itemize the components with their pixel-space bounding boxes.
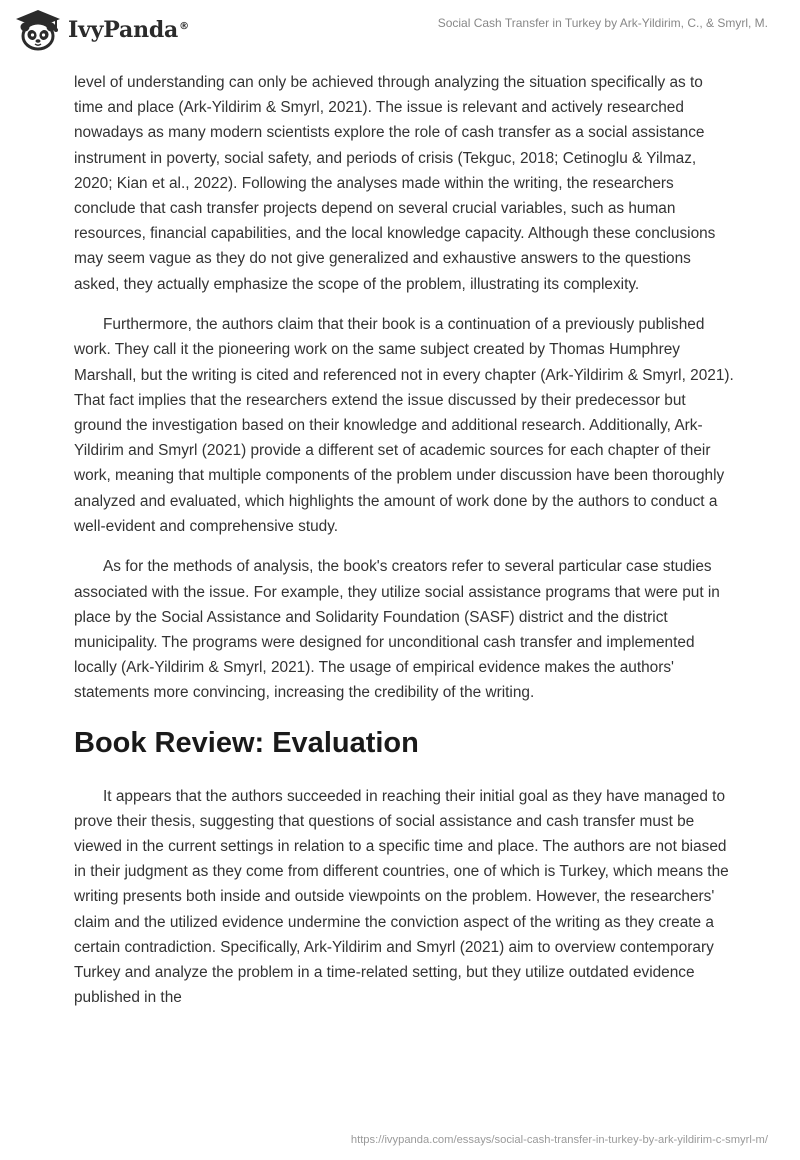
ivypanda-logo[interactable] [14, 8, 189, 52]
logo-text: IvyPanda® [68, 17, 189, 43]
paragraph: As for the methods of analysis, the book's creators refer to several particular case studies associated with the issue. For example, they utilize social assistance programs that were put in place by the Social Assistance and Solidarity Foundation (SASF) district and the district municipality. The programs were designed for unconditional cash transfer and implemented locally (Ark-Yildirim & Smyrl, 2021). The usage of empirical evidence makes the authors' statements more convincing, increasing the credibility of the writing. [74, 558, 720, 702]
section-heading: Book Review: Evaluation [74, 726, 419, 759]
panda-graduation-icon [14, 8, 62, 52]
page-header [0, 0, 800, 60]
paragraph: level of understanding can only be achieved through analyzing the situation specifically as to time and place (Ark-Yildirim & Smyrl, 2021). The issue is relevant and actively researched nowadays as many modern scientists explore the role of cash transfer as a social assistance instrument in poverty, social safety, and periods of crisis (Tekguc, 2018; Cetinoglu & Yilmaz, 2020; Kian et al., 2022). Following the analyses made within the writing, the researchers conclude that cash transfer projects depend on several crucial variables, such as human resources, financial capabilities, and the local knowledge capacity. Although these conclusions may seem vague as they do not give generalized and exhaustive answers to the questions asked, they actually emphasize the scope of the problem, illustrating its complexity. [74, 74, 716, 293]
document-title: Social Cash Transfer in Turkey by Ark-Yildirim, C., & Smyrl, M. [437, 16, 768, 30]
essay-content [74, 70, 734, 1026]
source-url[interactable]: https://ivypanda.com/essays/social-cash-transfer-in-turkey-by-ark-yildirim-c-smyrl-m/ [350, 1134, 768, 1146]
registered-mark: ® [179, 20, 189, 32]
paragraph: It appears that the authors succeeded in reaching their initial goal as they have managed to prove their thesis, suggesting that questions of social assistance and cash transfer must be viewed in the current settings in relation to a specific time and place. The authors are not biased in their judgment as they come from different countries, one of which is Turkey, which means the writing presents both inside and outside viewpoints on the problem. However, the researchers' claim and the utilized evidence undermine the conviction aspect of the writing as they create a certain contradiction. Specifically, Ark-Yildirim and Smyrl (2021) aim to overview contemporary Turkey and analyze the problem in a time-related setting, but they utilize outdated evidence published in the [74, 787, 729, 1007]
paragraph: Furthermore, the authors claim that their book is a continuation of a previously published work. They call it the pioneering work on the same subject created by Thomas Humphrey Marshall, but the writing is cited and referenced not in every chapter (Ark-Yildirim & Smyrl, 2021). That fact implies that the researchers extend the issue discussed by their predecessor but ground the investigation based on their knowledge and additional research. Additionally, Ark-Yildirim and Smyrl (2021) provide a different set of academic sources for each chapter of their work, meaning that multiple components of the problem under discussion have been thoroughly analyzed and evaluated, which highlights the amount of work done by the authors to conduct a well-evident and comprehensive study. [74, 316, 734, 535]
